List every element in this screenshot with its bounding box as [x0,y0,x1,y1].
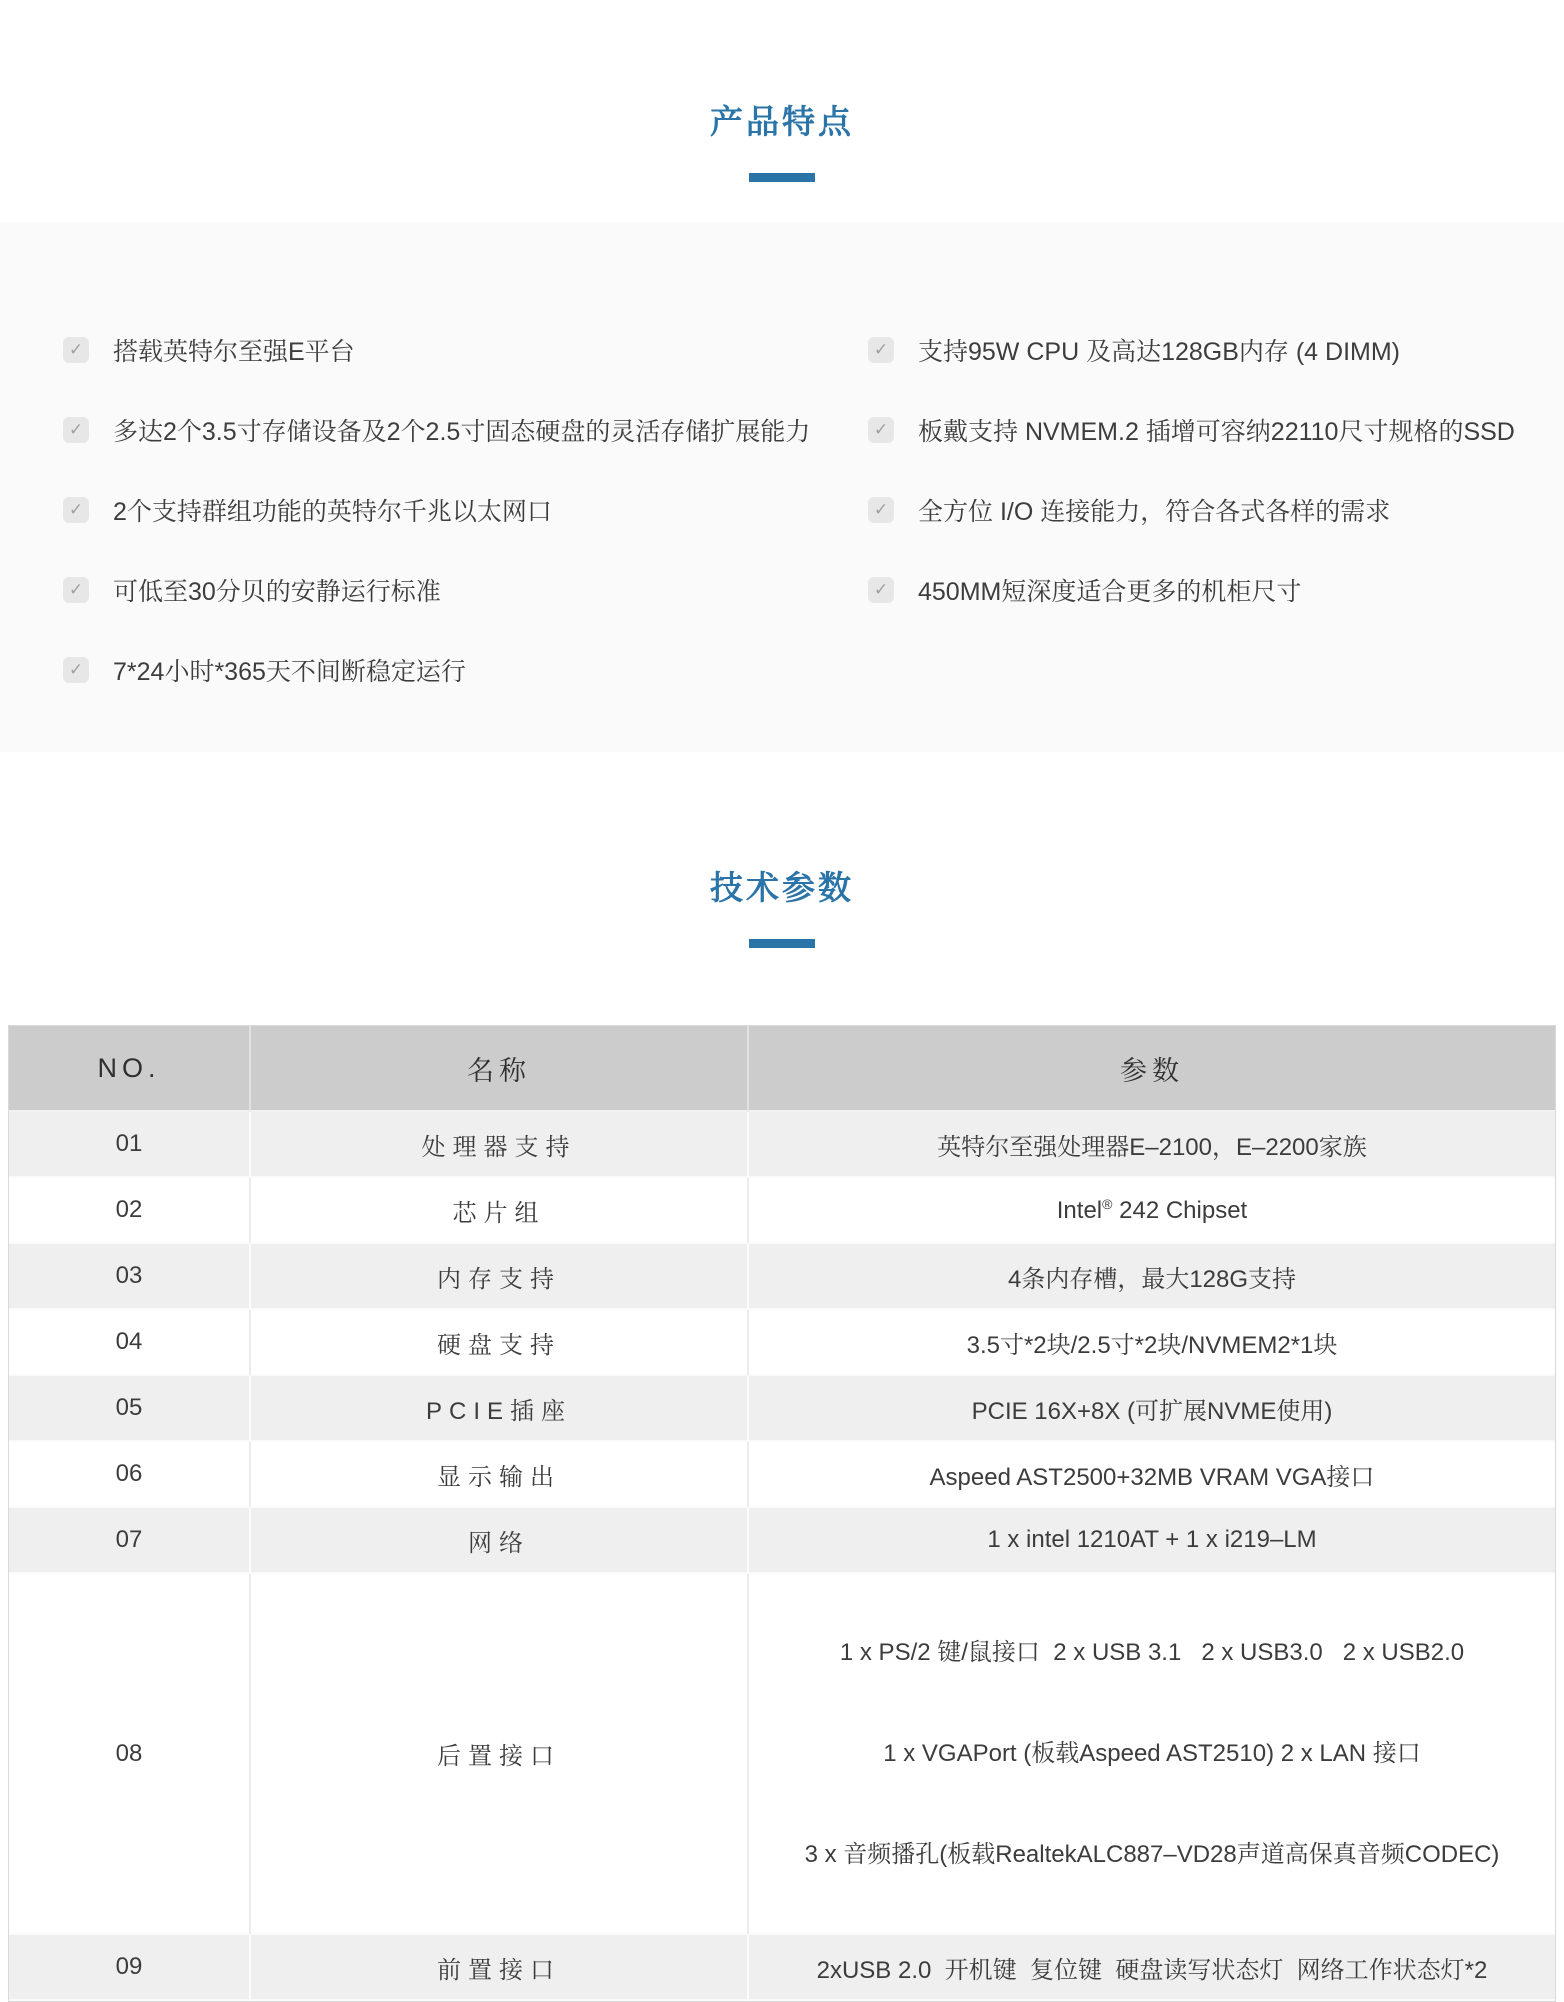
table-header-row [9,1026,1555,1112]
table-row [9,1442,1555,1508]
table-row [9,1112,1555,1178]
cell-no: 06 [9,1442,251,1508]
table-row [9,1508,1555,1574]
check-icon: ✓ [63,417,89,443]
cell-param: 英特尔至强处理器E–2100，E–2200家族 [749,1112,1555,1178]
check-icon: ✓ [868,417,894,443]
feature-label: 搭载英特尔至强E平台 [113,338,355,366]
feature-label: 2个支持群组功能的英特尔千兆以太网口 [113,498,552,526]
registered-mark: ® [1102,1195,1113,1212]
features-column-left [0,330,868,730]
cell-no: 04 [9,1310,251,1376]
feature-item [868,330,1564,370]
feature-item [63,410,868,450]
chipset-model: 242 Chipset [1112,1196,1248,1224]
specs-table [8,1025,1556,2002]
table-row [9,1310,1555,1376]
cell-param: 1 x intel 1210AT + 1 x i219–LM [749,1508,1555,1574]
specs-section-title: 技术参数 [710,869,854,906]
cell-name: 显示输出 [251,1442,749,1508]
cell-no: 01 [9,1112,251,1178]
param-line: 1 x PS/2 键/鼠接口 2 x USB 3.1 2 x USB3.0 2 x USB2.0 [839,1639,1465,1666]
features-section-title: 产品特点 [710,103,854,140]
cell-name: 内存支持 [251,1244,749,1310]
cell-name: 前置接口 [251,1935,749,2001]
check-icon: ✓ [868,497,894,523]
check-icon: ✓ [63,657,89,683]
check-icon: ✓ [868,337,894,363]
table-row [9,1244,1555,1310]
cell-param [749,1178,1555,1244]
feature-item [63,570,868,610]
cell-param: 4条内存槽，最大128G支持 [749,1244,1555,1310]
specs-title-block [0,752,1564,948]
feature-label: 板戴支持 NVMEM.2 插增可容纳22110尺寸规格的SSD [918,418,1515,446]
table-row [9,1178,1555,1244]
param-line: 1 x VGAPort (板载Aspeed AST2510) 2 x LAN 接口 [883,1740,1421,1767]
cell-param: PCIE 16X+8X (可扩展NVME使用) [749,1376,1555,1442]
cell-param: Aspeed AST2500+32MB VRAM VGA接口 [749,1442,1555,1508]
feature-item [868,570,1564,610]
product-features-section [0,0,1564,752]
feature-label: 7*24小时*365天不间断稳定运行 [113,658,466,686]
check-icon: ✓ [868,577,894,603]
feature-item [63,490,868,530]
feature-label: 可低至30分贝的安静运行标准 [113,578,441,606]
feature-label: 450MM短深度适合更多的机柜尺寸 [918,578,1302,606]
features-title-underline [749,173,815,182]
features-band [0,222,1564,752]
features-title-block [0,0,1564,182]
table-row [9,1376,1555,1442]
cell-param [749,1574,1555,1935]
chipset-brand: Intel [1056,1196,1103,1224]
features-grid [0,330,1564,730]
feature-item [868,490,1564,530]
cell-param: 3.5寸*2块/2.5寸*2块/NVMEM2*1块 [749,1310,1555,1376]
table-row [9,1935,1555,2001]
column-header-name: 名称 [251,1026,749,1112]
cell-param: 2xUSB 2.0 开机键 复位键 硬盘读写状态灯 网络工作状态灯*2 [749,1935,1555,2001]
column-header-no: NO. [9,1026,251,1112]
check-icon: ✓ [63,577,89,603]
feature-label: 全方位 I/O 连接能力，符合各式各样的需求 [918,498,1391,526]
cell-no: 05 [9,1376,251,1442]
cell-no: 02 [9,1178,251,1244]
feature-label: 多达2个3.5寸存储设备及2个2.5寸固态硬盘的灵活存储扩展能力 [113,418,811,446]
features-column-right [868,330,1564,730]
cell-no: 03 [9,1244,251,1310]
feature-label: 支持95W CPU 及高达128GB内存 (4 DIMM) [918,338,1401,366]
table-row [9,1574,1555,1935]
check-icon: ✓ [63,497,89,523]
specs-title-underline [749,939,815,948]
cell-name: 后置接口 [251,1574,749,1935]
cell-name: PCIE插座 [251,1376,749,1442]
cell-name: 网络 [251,1508,749,1574]
feature-item [868,410,1564,450]
feature-item [63,650,868,690]
cell-name: 芯片组 [251,1178,749,1244]
cell-no: 09 [9,1935,251,2001]
cell-name: 处理器支持 [251,1112,749,1178]
cell-no: 08 [9,1574,251,1935]
column-header-param: 参数 [749,1026,1555,1112]
specs-section [0,752,1564,2002]
cell-no: 07 [9,1508,251,1574]
cell-name: 硬盘支持 [251,1310,749,1376]
feature-item [63,330,868,370]
check-icon: ✓ [63,337,89,363]
param-line: 3 x 音频播孔(板载RealtekALC887–VD28声道高保真音频CODEC) [804,1841,1500,1868]
